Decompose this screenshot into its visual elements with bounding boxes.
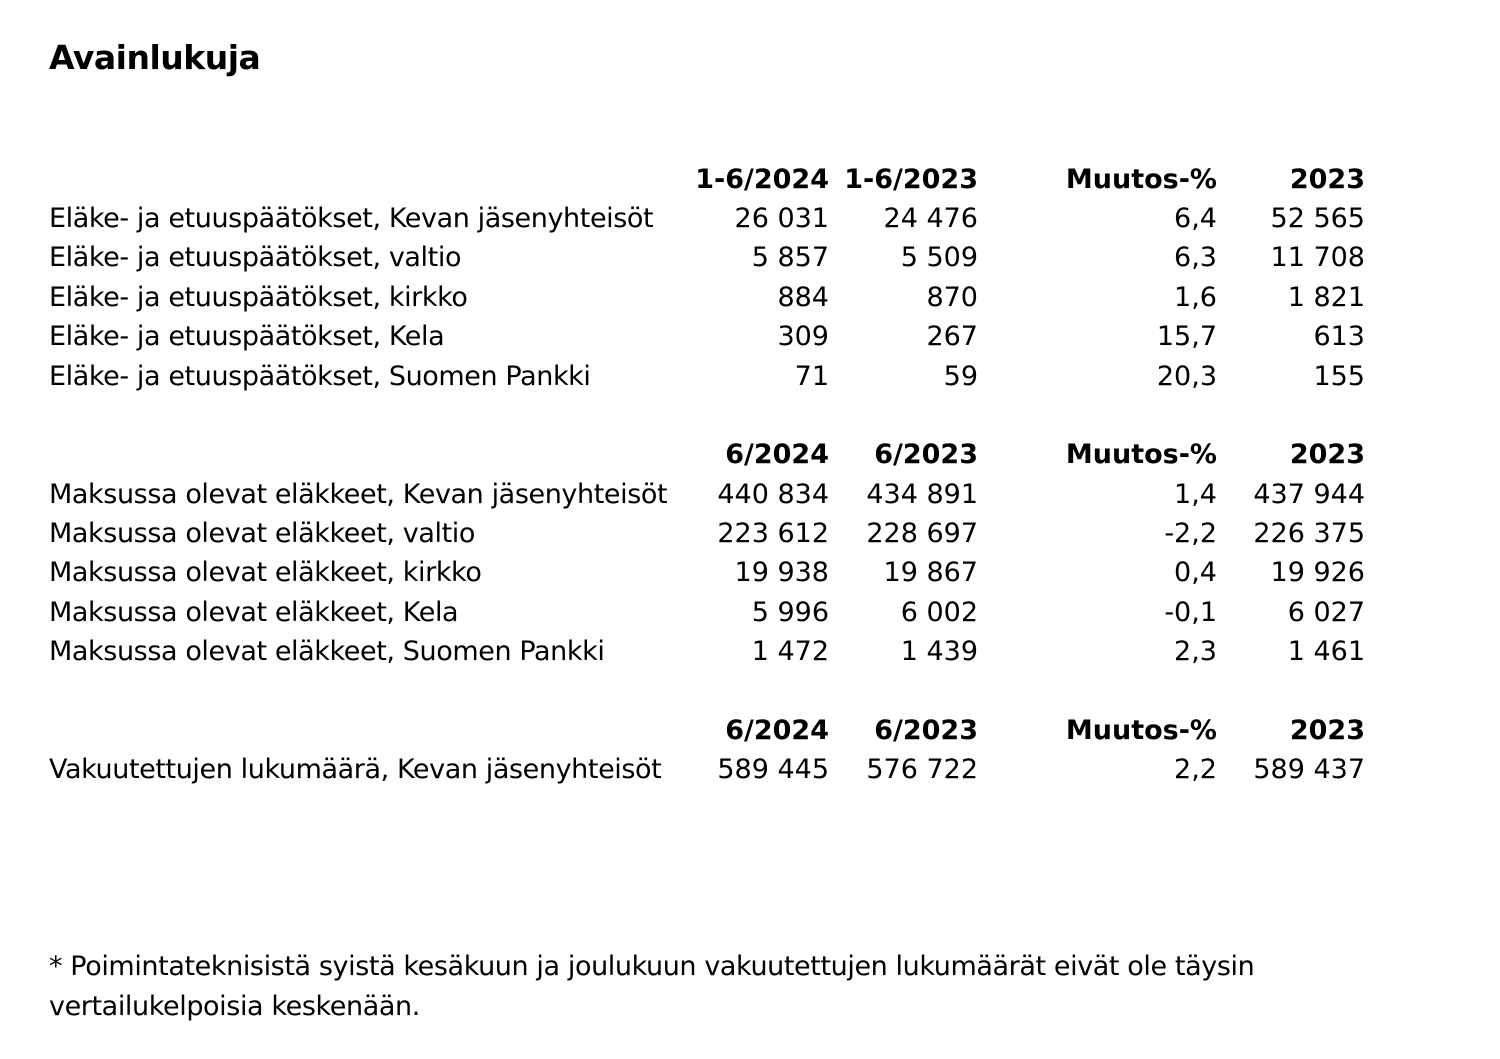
column-header-period-current: 6/2024: [725, 439, 829, 470]
table-row: [0, 750, 1500, 790]
value-change: -2,2: [1164, 518, 1217, 549]
value-change: 1,4: [1174, 479, 1217, 510]
table-row: [0, 317, 1500, 357]
table-row: [0, 199, 1500, 239]
value-change: 1,6: [1174, 282, 1217, 313]
table-row: [0, 475, 1500, 515]
page-title: Avainlukuja: [49, 38, 261, 77]
column-header-year: 2023: [1289, 715, 1365, 746]
value-change: 2,3: [1174, 636, 1217, 667]
value-previous: 6 002: [900, 597, 978, 628]
table-row: [0, 553, 1500, 593]
value-previous: 434 891: [866, 479, 978, 510]
column-header-period-previous: 6/2023: [874, 439, 978, 470]
column-header-period-current: 6/2024: [725, 715, 829, 746]
value-current: 1 472: [751, 636, 829, 667]
value-change: 15,7: [1156, 321, 1217, 352]
value-current: 589 445: [717, 754, 829, 785]
value-previous: 1 439: [900, 636, 978, 667]
section-header-decisions: [0, 160, 1500, 200]
value-year: 589 437: [1253, 754, 1365, 785]
column-header-year: 2023: [1289, 439, 1365, 470]
value-previous: 5 509: [900, 242, 978, 273]
row-label: Maksussa olevat eläkkeet, valtio: [49, 518, 476, 549]
value-previous: 267: [926, 321, 978, 352]
value-year: 613: [1313, 321, 1365, 352]
row-label: Maksussa olevat eläkkeet, Kela: [49, 597, 459, 628]
row-label: Eläke- ja etuuspäätökset, Suomen Pankki: [49, 361, 591, 392]
value-current: 309: [777, 321, 829, 352]
column-header-change: Muutos-%: [1065, 439, 1217, 470]
row-label: Maksussa olevat eläkkeet, Kevan jäsenyhteisöt: [49, 479, 668, 510]
table-row: [0, 632, 1500, 672]
column-header-change: Muutos-%: [1065, 715, 1217, 746]
value-current: 223 612: [717, 518, 829, 549]
section-header-insured: [0, 711, 1500, 751]
row-label: Eläke- ja etuuspäätökset, Kela: [49, 321, 445, 352]
value-previous: 19 867: [883, 557, 978, 588]
table-row: [0, 357, 1500, 397]
footnote: * Poimintateknisistä syistä kesäkuun ja joulukuun vakuutettujen lukumäärät eivät ole täysin vertailukelpoisia keskenään.: [49, 951, 1255, 1022]
value-change: 6,3: [1174, 242, 1217, 273]
value-current: 5 996: [751, 597, 829, 628]
value-year: 11 708: [1270, 242, 1365, 273]
value-previous: 24 476: [883, 203, 978, 234]
value-previous: 870: [926, 282, 978, 313]
value-previous: 228 697: [866, 518, 978, 549]
table-row: [0, 238, 1500, 278]
section-header-pensions: [0, 435, 1500, 475]
value-change: 0,4: [1174, 557, 1217, 588]
value-change: 6,4: [1174, 203, 1217, 234]
row-label: Eläke- ja etuuspäätökset, kirkko: [49, 282, 468, 313]
value-current: 440 834: [717, 479, 829, 510]
value-year: 226 375: [1253, 518, 1365, 549]
column-header-period-previous: 6/2023: [874, 715, 978, 746]
value-previous: 59: [943, 361, 978, 392]
value-current: 26 031: [734, 203, 829, 234]
value-year: 1 821: [1287, 282, 1365, 313]
value-year: 19 926: [1270, 557, 1365, 588]
value-previous: 576 722: [866, 754, 978, 785]
column-header-period-current: 1-6/2024: [695, 164, 829, 195]
value-current: 71: [794, 361, 829, 392]
value-year: 155: [1313, 361, 1365, 392]
value-year: 6 027: [1287, 597, 1365, 628]
row-label: Maksussa olevat eläkkeet, Suomen Pankki: [49, 636, 605, 667]
row-label: Maksussa olevat eläkkeet, kirkko: [49, 557, 482, 588]
value-current: 19 938: [734, 557, 829, 588]
column-header-year: 2023: [1289, 164, 1365, 195]
row-label: Vakuutettujen lukumäärä, Kevan jäsenyhteisöt: [49, 754, 662, 785]
row-label: Eläke- ja etuuspäätökset, valtio: [49, 242, 462, 273]
table-row: [0, 593, 1500, 633]
column-header-period-previous: 1-6/2023: [844, 164, 978, 195]
value-change: -0,1: [1164, 597, 1217, 628]
value-current: 884: [777, 282, 829, 313]
value-year: 437 944: [1253, 479, 1365, 510]
row-label: Eläke- ja etuuspäätökset, Kevan jäsenyhteisöt: [49, 203, 654, 234]
value-current: 5 857: [751, 242, 829, 273]
value-change: 2,2: [1174, 754, 1217, 785]
value-year: 1 461: [1287, 636, 1365, 667]
value-year: 52 565: [1270, 203, 1365, 234]
column-header-change: Muutos-%: [1065, 164, 1217, 195]
table-row: [0, 278, 1500, 318]
value-change: 20,3: [1156, 361, 1217, 392]
table-row: [0, 514, 1500, 554]
